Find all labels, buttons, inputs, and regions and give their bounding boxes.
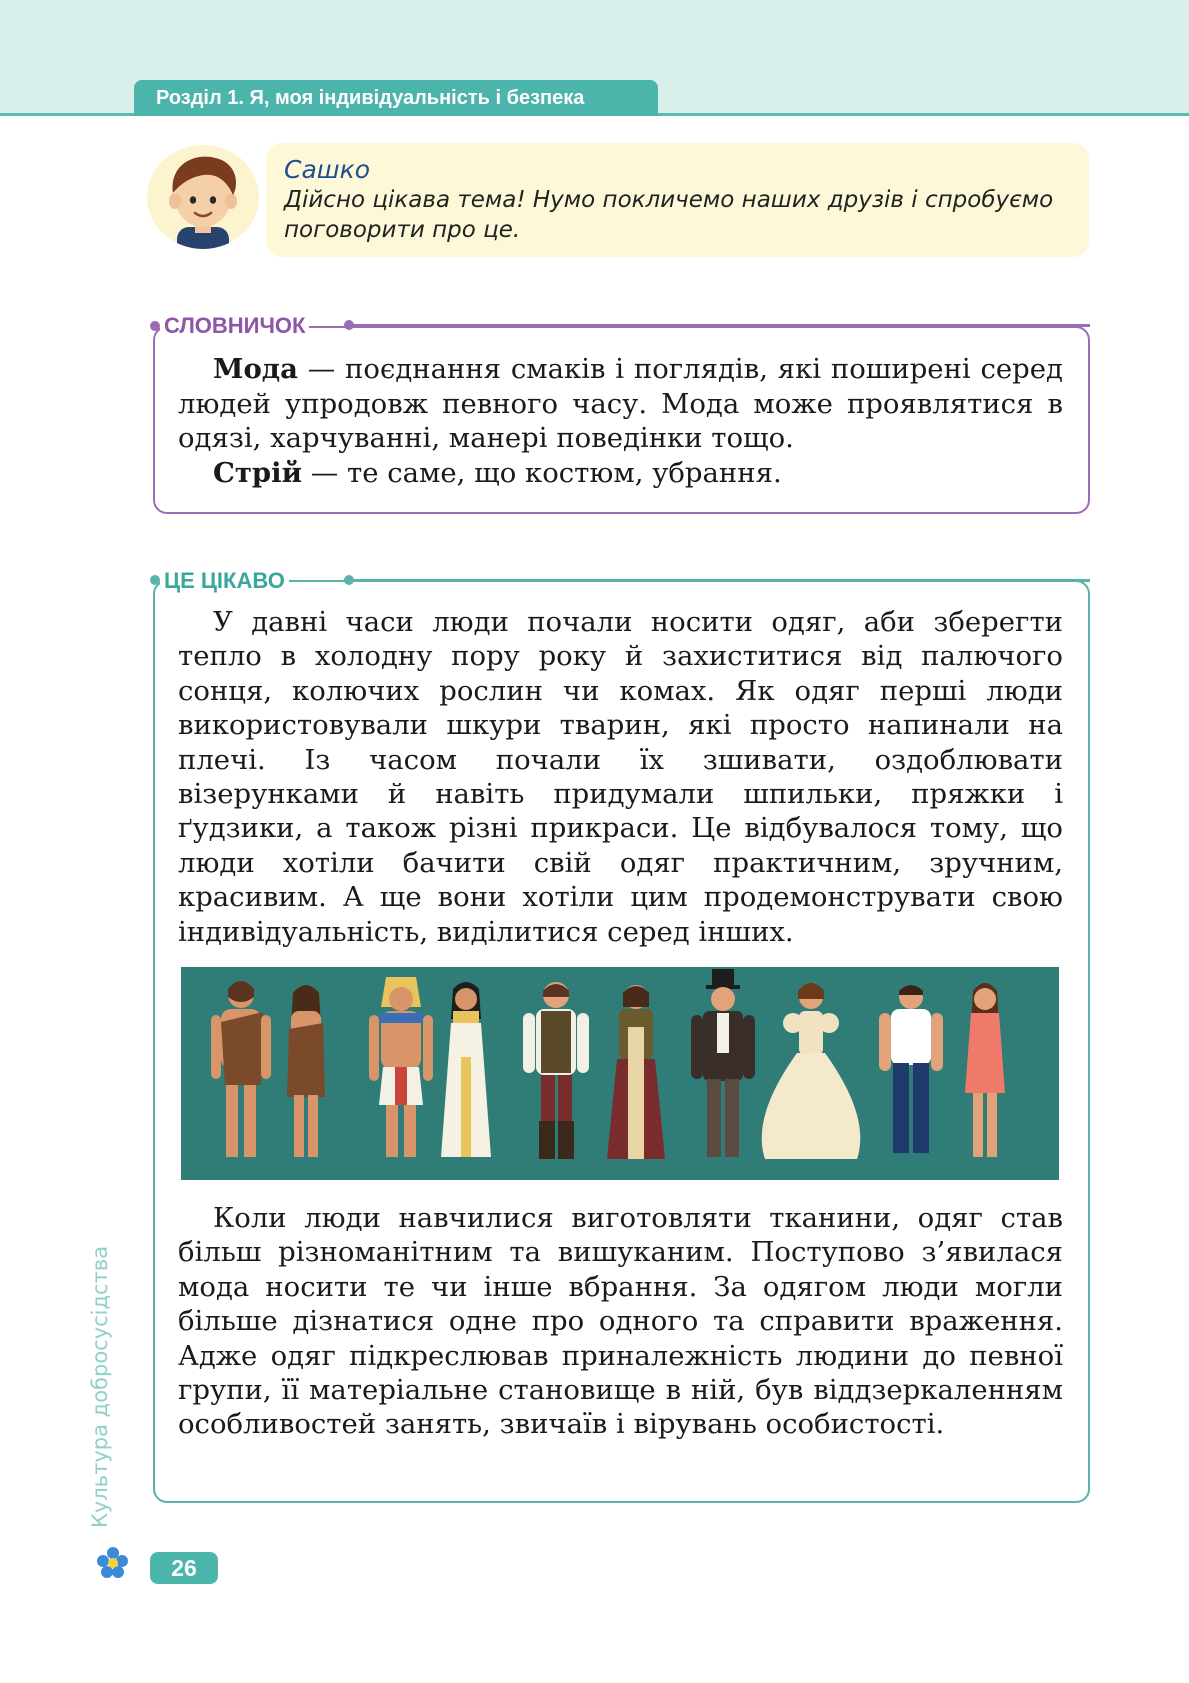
paragraph-2-text: Коли люди навчилися виготовляти тканини, одяг став більш різноманітним та вишуканим. Поступово з’явилася мода носити те чи інше вбрання. За одягом люди могли більше дізнатися одне про одного та справити враження. Адже одяг підкреслював приналежність людини до певної групи, її матеріальне становище в ній, був віддзеркаленням особливостей занять, звичаїв і вірувань особистості. <box>178 1202 1063 1441</box>
boy-icon <box>147 145 259 249</box>
speech-line-2: поговорити про це. <box>284 217 521 243</box>
side-section-title: Культура добросусідства <box>88 1245 112 1528</box>
term-moda: Мода <box>213 353 298 385</box>
interesting-dot-right <box>344 575 354 585</box>
definition-moda: — поєднання смаків і поглядів, які поширені серед людей упродовж певного часу. Мода може проявлятися в одязі, харчуванні, манері поведінки тощо. <box>178 353 1063 454</box>
glossary-text <box>178 352 1063 490</box>
interesting-label: ЦЕ ЦІКАВО <box>160 568 289 594</box>
term-strii: Стрій <box>213 456 302 489</box>
glossary-label: СЛОВНИЧОК <box>160 313 309 339</box>
glossary-top-line <box>350 324 1090 327</box>
people-in-costumes-image <box>181 967 1059 1180</box>
interesting-top-line <box>350 579 1090 582</box>
sashko-avatar <box>147 145 259 249</box>
clothing-history-illustration <box>181 967 1059 1180</box>
glossary-dot-left <box>150 321 160 331</box>
glossary-dot-right <box>344 320 354 330</box>
chapter-tab: Розділ 1. Я, моя індивідуальність і безпека <box>134 80 658 116</box>
definition-strii: — те саме, що костюм, убрання. <box>302 456 782 489</box>
speech-line-1: Дійсно цікава тема! Нумо покличемо наших друзів і спробуємо <box>284 187 1054 213</box>
speaker-name: Сашко <box>284 155 371 184</box>
flower-icon <box>96 1545 130 1579</box>
page-number: 26 <box>150 1552 218 1584</box>
speech-bubble <box>266 143 1089 257</box>
interesting-paragraph-2 <box>178 1201 1063 1442</box>
interesting-paragraph-1 <box>178 605 1063 949</box>
paragraph-1-text: У давні часи люди почали носити одяг, аби зберегти тепло в холодну пору року й захиститися від палючого сонця, колючих рослин чи комах. Як одяг перші люди використовували шкури тварин, які просто напинали на плечі. Із часом почали їх зшивати, оздоблювати візерунками й навіть придумали шпильки, пряжки і ґудзики, а також різні прикраси. Це відбувалося тому, що люди хотіли бачити свій одяг практичним, зручним, красивим. А ще вони хотіли цим продемонструвати свою індивідуальність, виділитися серед інших. <box>178 606 1063 948</box>
interesting-dot-left <box>150 575 160 585</box>
